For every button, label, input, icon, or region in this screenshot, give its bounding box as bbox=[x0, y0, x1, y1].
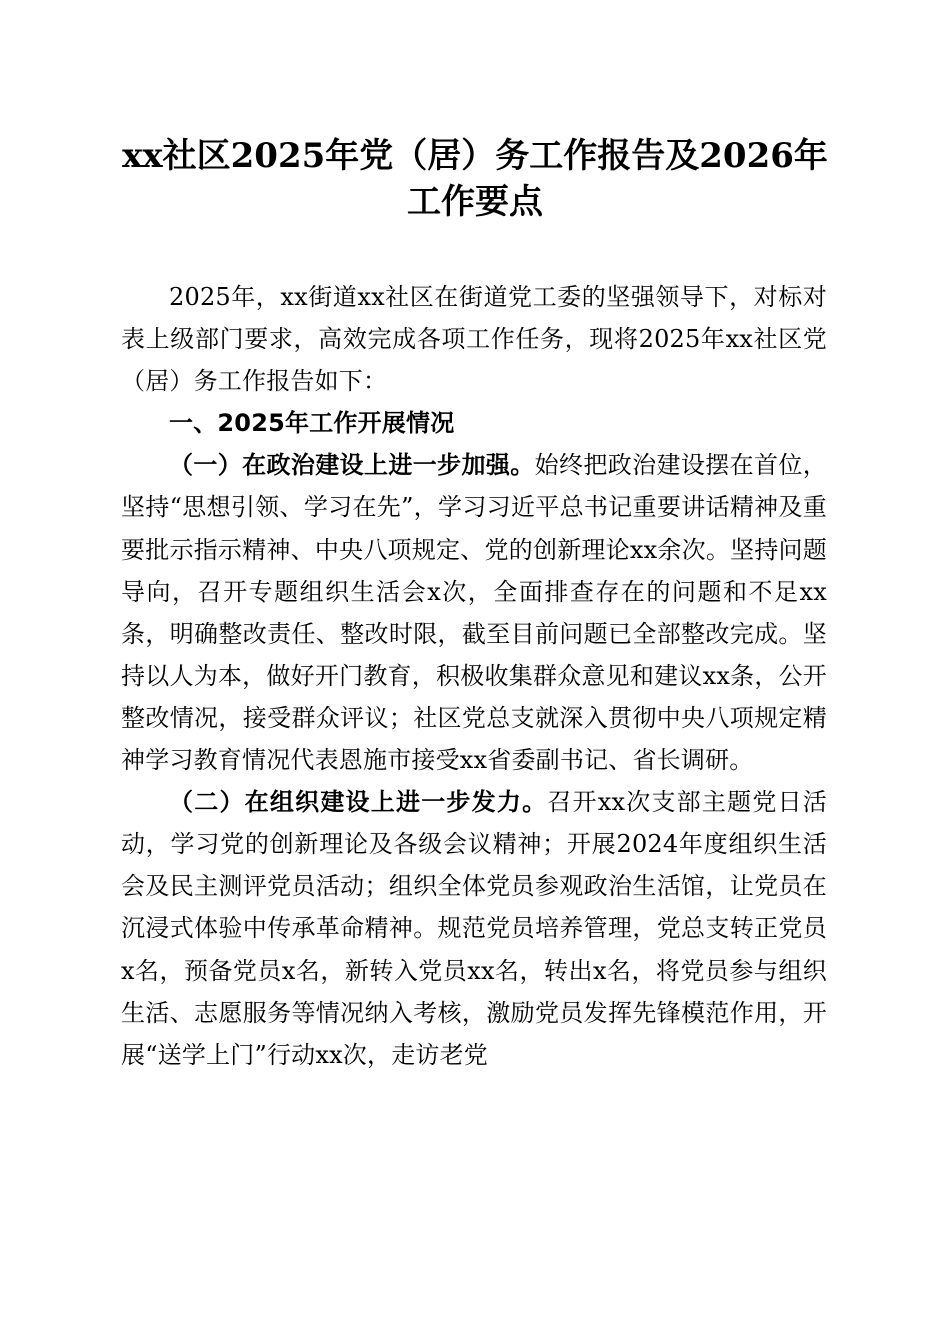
intro-paragraph: 2025年，xx街道xx社区在街道党工委的坚强领导下，对标对表上级部门要求，高效完成各项工作任务，现将2025年xx社区党（居）务工作报告如下： bbox=[121, 283, 827, 396]
subsection-2-text: 召开xx次支部主题党日活动，学习党的创新理论及各级会议精神；开展2024年度组织生活会及民主测评党员活动；组织全体党员参观政治生活馆，让党员在沉浸式体验中传承革命精神。规范党员培养管理，党总支转正党员x名，预备党员x名，新转入党员xx名，转出x名，将党员参与组织生活、志愿服务等情况纳入考核，激励党员发挥先锋模范作用，开展“送学上门”行动xx次，走访老党 bbox=[121, 788, 827, 1069]
document-body bbox=[121, 276, 827, 1076]
title-line-2: 工作要点 bbox=[407, 182, 543, 222]
subsection-2-lead: （二）在组织建设上进一步发力。 bbox=[169, 787, 548, 817]
subsection-2-paragraph bbox=[121, 781, 827, 1076]
section-heading: 一、2025年工作开展情况 bbox=[169, 409, 455, 438]
document-title bbox=[100, 133, 850, 225]
subsection-1-paragraph bbox=[121, 444, 827, 781]
subsection-1-text: 始终把政治建设摆在首位，坚持“思想引领、学习在先”，学习习近平总书记重要讲话精神及重要批示指示精神、中央八项规定、党的创新理论xx余次。坚持问题导向，召开专题组织生活会x次，全面排查存在的问题和不足xx条，明确整改责任、整改时限，截至目前问题已全部整改完成。坚持以人为本，做好开门教育，积极收集群众意见和建议xx条，公开整改情况，接受群众评议；社区党总支就深入贯彻中央八项规定精神学习教育情况代表恩施市接受xx省委副书记、省长调研。 bbox=[121, 451, 827, 775]
title-line-1: xx社区2025年党（居）务工作报告及2026年 bbox=[122, 136, 828, 176]
subsection-1-lead: （一）在政治建设上进一步加强。 bbox=[169, 450, 535, 480]
